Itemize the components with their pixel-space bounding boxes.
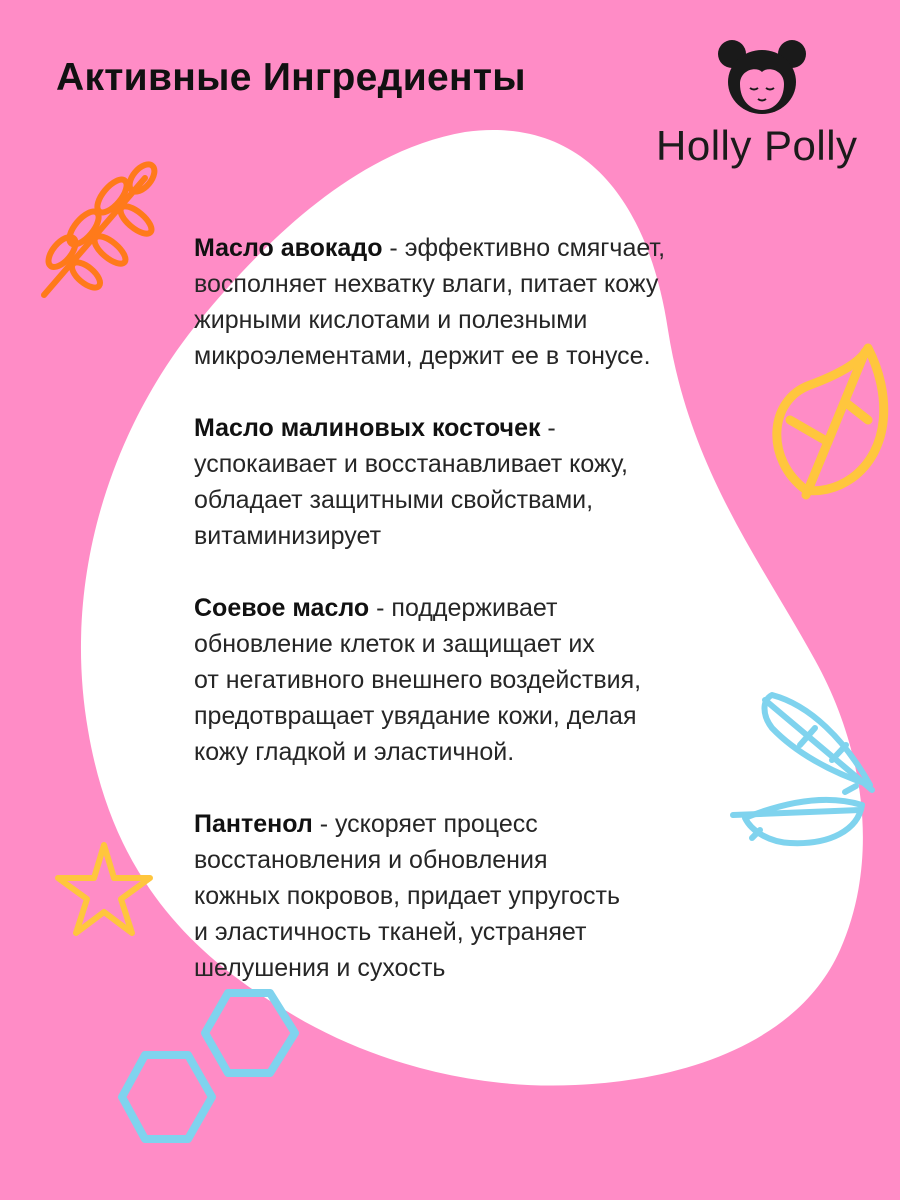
ingredient-name: Масло малиновых косточек <box>194 414 541 442</box>
ingredient-text-line: успокаивает и восстанавливает кожу, <box>194 450 628 478</box>
hexagon-icon <box>122 1055 212 1139</box>
ingredient-text-line: кожу гладкой и эластичной. <box>194 738 515 766</box>
ingredient-text-line: и эластичность тканей, устраняет <box>194 918 587 946</box>
ingredient-text-line: жирными кислотами и полезными <box>194 306 588 334</box>
ingredient-text-line: витаминизирует <box>194 522 382 550</box>
ingredient-text-line: кожных покровов, придает упругость <box>194 882 621 910</box>
leaf-icon <box>777 348 884 495</box>
ingredient-name: Соевое масло <box>194 594 370 622</box>
ingredient-text-line: предотвращает увядание кожи, делая <box>194 702 637 730</box>
ingredient-text-line: восстановления и обновления <box>194 846 548 874</box>
ingredient-entry: Масло малиновых косточек - успокаивает и восстанавливает кожу, обладает защитными свойствами, витаминизирует <box>194 410 754 554</box>
ingredient-text-line: обладает защитными свойствами, <box>194 486 594 514</box>
ingredient-entry: Соевое масло - поддерживает обновление клеток и защищает их от негативного внешнего воздействия, предотвращает увядание кожи, делая кожу гладкой и эластичной. <box>194 590 754 770</box>
ingredient-text-line: от негативного внешнего воздействия, <box>194 666 642 694</box>
ingredient-name: Масло авокадо <box>194 234 383 262</box>
ingredient-text-line: микроэлементами, держит ее в тонусе. <box>194 342 651 370</box>
ingredient-name: Пантенол <box>194 810 313 838</box>
ingredient-entry: Масло авокадо - эффективно смягчает, восполняет нехватку влаги, питает кожу жирными кислотами и полезными микроэлементами, держит ее в тонусе. <box>194 230 754 374</box>
brand-name: Holly Polly <box>656 122 858 169</box>
wheat-icon <box>44 160 160 295</box>
ingredient-text-line: шелушения и сухость <box>194 954 446 982</box>
girl-with-buns-icon <box>712 36 812 116</box>
ingredients-list <box>194 230 754 1022</box>
ingredient-text-line: восполняет нехватку влаги, питает кожу <box>194 270 659 298</box>
page-title: Активные Ингредиенты <box>56 56 526 99</box>
ingredient-entry: Пантенол - ускоряет процесс восстановления и обновления кожных покровов, придает упругость и эластичность тканей, устраняет шелушения и сухость <box>194 806 754 986</box>
ingredient-text-line: обновление клеток и защищает их <box>194 630 595 658</box>
